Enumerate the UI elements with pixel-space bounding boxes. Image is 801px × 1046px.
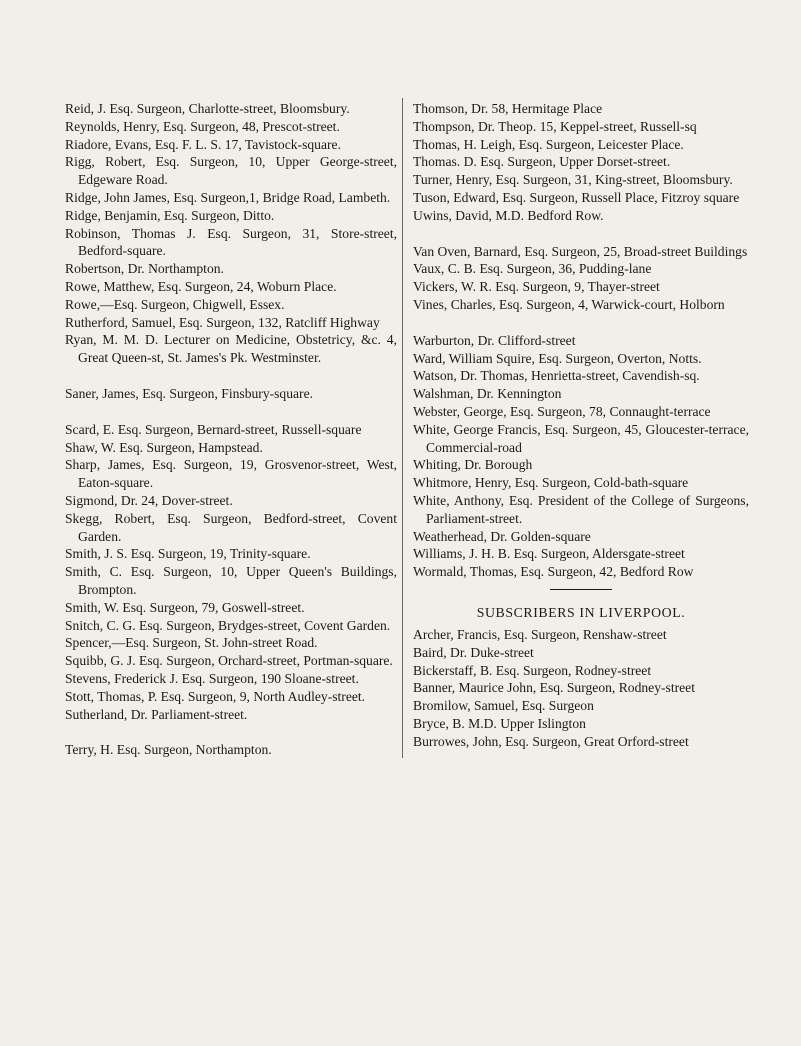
subscriber-entry: Rutherford, Samuel, Esq. Surgeon, 132, Ratcliff Highway [65, 314, 380, 330]
subscriber-entry: Thomas. D. Esq. Surgeon, Upper Dorset-street. [413, 154, 671, 170]
subscriber-entry: Snitch, C. G. Esq. Surgeon, Brydges-street, Covent Garden. [65, 617, 391, 633]
liverpool-entry: Baird, Dr. Duke-street [413, 644, 534, 660]
subscriber-entry: Ward, William Squire, Esq. Surgeon, Overton, Notts. [413, 350, 702, 366]
subscriber-entry: Van Oven, Barnard, Esq. Surgeon, 25, Broad-street Buildings [413, 243, 748, 259]
subscriber-entry: Stevens, Frederick J. Esq. Surgeon, 190 Sloane-street. [65, 670, 359, 686]
subscriber-entry: Reynolds, Henry, Esq. Surgeon, 48, Prescot-street. [65, 118, 340, 134]
subscriber-entry: Squibb, G. J. Esq. Surgeon, Orchard-street, Portman-square. [65, 653, 393, 669]
subscriber-entry: Rigg, Robert, Esq. Surgeon, 10, Upper George-street, Edgeware Road. [65, 154, 397, 188]
subscriber-entry: Smith, J. S. Esq. Surgeon, 19, Trinity-square. [65, 546, 311, 562]
subscriber-entry: Thomson, Dr. 58, Hermitage Place [413, 101, 603, 116]
group-gap [65, 403, 397, 421]
subscriber-entry: Shaw, W. Esq. Surgeon, Hampstead. [65, 439, 263, 455]
right-column [413, 100, 749, 751]
subscriber-entry: Walshman, Dr. Kennington [413, 386, 562, 402]
subscriber-entry: Webster, George, Esq. Surgeon, 78, Connaught-terrace [413, 403, 711, 419]
subscriber-entry: White, George Francis, Esq. Surgeon, 45, Gloucester-terrace, Commercial-road [413, 421, 749, 455]
subscriber-entry: Reid, J. Esq. Surgeon, Charlotte-street, Bloomsbury. [65, 101, 350, 116]
subscriber-entry: Turner, Henry, Esq. Surgeon, 31, King-street, Bloomsbury. [413, 172, 733, 188]
subscriber-entry: Wormald, Thomas, Esq. Surgeon, 42, Bedford Row [413, 564, 694, 580]
subscriber-entry: Ridge, Benjamin, Esq. Surgeon, Ditto. [65, 207, 275, 223]
subscriber-entry: Robertson, Dr. Northampton. [65, 261, 224, 277]
subscriber-entry: Ryan, M. M. D. Lecturer on Medicine, Obstetricy, &c. 4, Great Queen-st, St. James's Pk. Westminster. [65, 332, 397, 366]
subscriber-entry: Thomas, H. Leigh, Esq. Surgeon, Leicester Place. [413, 136, 684, 152]
subscriber-entry: Saner, James, Esq. Surgeon, Finsbury-square. [65, 385, 314, 401]
subscriber-entry: Whiting, Dr. Borough [413, 457, 533, 473]
subscriber-entry: Vaux, C. B. Esq. Surgeon, 36, Pudding-lane [413, 261, 652, 277]
subscriber-entry: Sigmond, Dr. 24, Dover-street. [65, 492, 233, 508]
subscriber-entry: Warburton, Dr. Clifford-street [413, 332, 576, 348]
liverpool-entry: Bickerstaff, B. Esq. Surgeon, Rodney-street [413, 662, 652, 678]
group-gap [413, 314, 749, 332]
subscriber-entry: Smith, W. Esq. Surgeon, 79, Goswell-street. [65, 599, 305, 615]
subscriber-entry: Vickers, W. R. Esq. Surgeon, 9, Thayer-street [413, 279, 660, 295]
group-gap [413, 225, 749, 243]
subscriber-entry: Williams, J. H. B. Esq. Surgeon, Aldersgate-street [413, 546, 685, 562]
subscriber-entry: Uwins, David, M.D. Bedford Row. [413, 207, 604, 223]
subscriber-entry: Smith, C. Esq. Surgeon, 10, Upper Queen's Buildings, Brompton. [65, 564, 397, 597]
subscriber-entry: Rowe,—Esq. Surgeon, Chigwell, Essex. [65, 296, 285, 312]
subscriber-entry: Sharp, James, Esq. Surgeon, 19, Grosvenor-street, West, Eaton-square. [65, 457, 397, 491]
subscriber-entry: Scard, E. Esq. Surgeon, Bernard-street, Russell-square [65, 421, 362, 437]
subscriber-entry: Vines, Charles, Esq. Surgeon, 4, Warwick-court, Holborn [413, 296, 725, 312]
subscriber-entry: Thompson, Dr. Theop. 15, Keppel-street, Russell-sq [413, 118, 697, 134]
group-gap [65, 367, 397, 385]
subscriber-entry: White, Anthony, Esq. President of the College of Surgeons, Parliament-street. [413, 492, 749, 526]
subscriber-entry: Ridge, John James, Esq. Surgeon,1, Bridge Road, Lambeth. [65, 189, 391, 205]
subscriber-entry: Robinson, Thomas J. Esq. Surgeon, 31, Store-street, Bedford-square. [65, 225, 397, 259]
left-column [65, 100, 397, 759]
subscriber-entry: Rowe, Matthew, Esq. Surgeon, 24, Woburn Place. [65, 278, 337, 294]
group-gap [65, 723, 397, 741]
subscriber-entry: Whitmore, Henry, Esq. Surgeon, Cold-bath-square [413, 475, 689, 491]
subscriber-entry: Skegg, Robert, Esq. Surgeon, Bedford-street, Covent Garden. [65, 510, 397, 544]
liverpool-entry: Banner, Maurice John, Esq. Surgeon, Rodney-street [413, 680, 695, 696]
section-divider [550, 589, 612, 590]
column-divider [402, 98, 403, 758]
subscriber-entry: Terry, H. Esq. Surgeon, Northampton. [65, 742, 272, 758]
subscriber-entry: Stott, Thomas, P. Esq. Surgeon, 9, North Audley-street. [65, 688, 366, 704]
liverpool-list [413, 626, 749, 751]
subscriber-entry: Watson, Dr. Thomas, Henrietta-street, Cavendish-sq. [413, 368, 700, 384]
liverpool-entry: Bryce, B. M.D. Upper Islington [413, 715, 586, 731]
liverpool-entry: Archer, Francis, Esq. Surgeon, Renshaw-street [413, 626, 667, 642]
subscriber-entry: Riadore, Evans, Esq. F. L. S. 17, Tavistock-square. [65, 136, 341, 152]
liverpool-entry: Burrowes, John, Esq. Surgeon, Great Orford-street [413, 733, 689, 749]
right-column-entries [413, 100, 749, 581]
liverpool-heading: SUBSCRIBERS IN LIVERPOOL. [476, 604, 686, 620]
subscriber-entry: Weatherhead, Dr. Golden-square [413, 528, 591, 544]
subscriber-entry: Sutherland, Dr. Parliament-street. [65, 706, 248, 722]
subscriber-entry: Spencer,—Esq. Surgeon, St. John-street Road. [65, 635, 318, 651]
subscriber-entry: Tuson, Edward, Esq. Surgeon, Russell Place, Fitzroy square [413, 189, 740, 205]
liverpool-entry: Bromilow, Samuel, Esq. Surgeon [413, 698, 594, 714]
